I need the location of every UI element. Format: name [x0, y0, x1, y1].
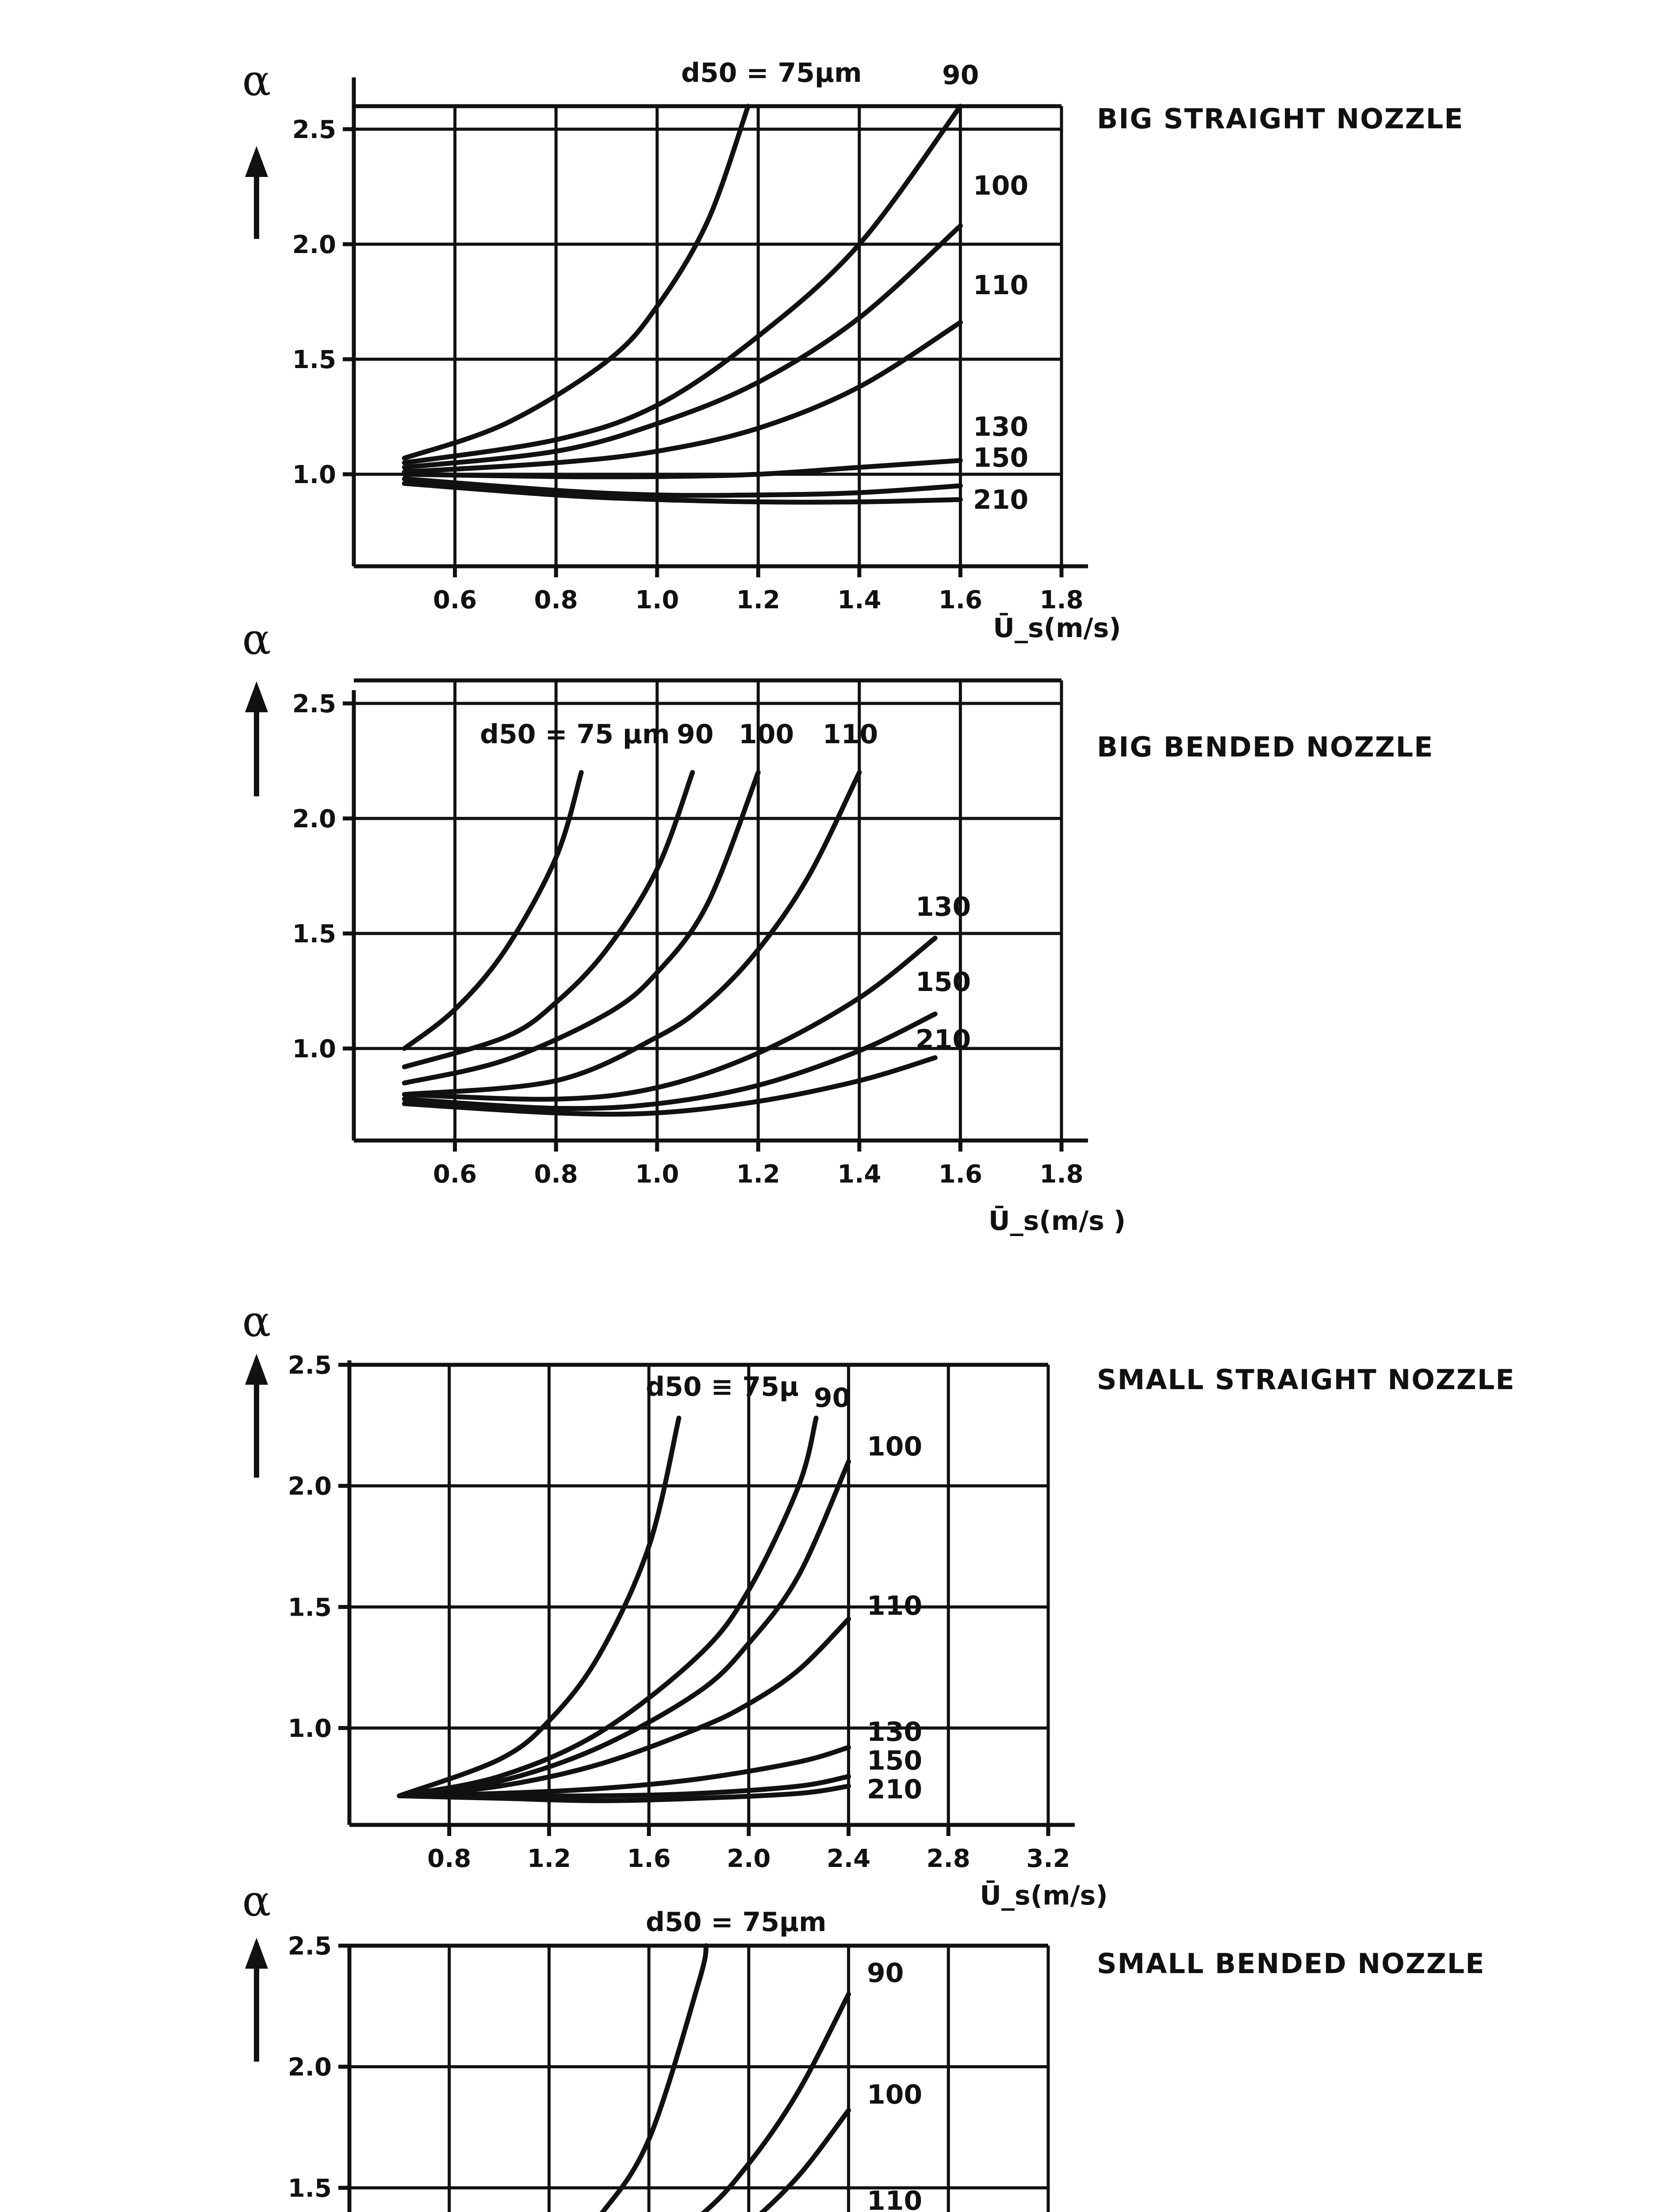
- chart-title: SMALL STRAIGHT NOZZLE: [1097, 1363, 1515, 1396]
- series-label-150: 150: [973, 442, 1029, 473]
- series-label-75: d50 = 75μm: [681, 58, 862, 88]
- series-label-100: 100: [739, 719, 794, 750]
- series-label-210: 210: [916, 1024, 971, 1055]
- series-curves: [404, 772, 935, 1114]
- x-tick-label: 0.8: [534, 1160, 578, 1189]
- y-arrow-head: [245, 681, 268, 712]
- y-tick-label: 1.0: [287, 1714, 332, 1743]
- series-label-210: 210: [973, 484, 1029, 515]
- series-line-90: [404, 772, 692, 1067]
- series-label-100: 100: [973, 170, 1029, 201]
- y-axis-label: α: [242, 1876, 271, 1926]
- series-label-150: 150: [916, 967, 971, 998]
- y-tick-label: 2.0: [287, 2053, 332, 2082]
- chart-title: BIG STRAIGHT NOZZLE: [1097, 103, 1464, 135]
- chart-title: BIG BENDED NOZZLE: [1097, 731, 1434, 763]
- x-tick-label: 0.8: [427, 1844, 471, 1873]
- y-tick-label: 2.5: [292, 115, 336, 144]
- y-axis-label: α: [242, 1297, 271, 1346]
- x-tick-label: 1.6: [938, 1160, 983, 1189]
- series-label-90: 90: [942, 60, 979, 91]
- series-label-90: 90: [677, 719, 714, 750]
- y-arrow-head: [245, 1354, 268, 1385]
- x-axis-label: Ū_s(m/s): [993, 613, 1121, 644]
- y-axis-label: α: [242, 56, 271, 105]
- series-line-150: [404, 479, 960, 495]
- series-label-110: 110: [867, 2185, 923, 2212]
- series-curves: [399, 1418, 849, 1801]
- y-tick-label: 2.5: [287, 1932, 332, 1961]
- x-tick-label: 1.0: [635, 586, 679, 614]
- y-tick-label: 2.0: [292, 230, 336, 259]
- chart-title: SMALL BENDED NOZZLE: [1097, 1947, 1485, 1980]
- y-arrow-head: [245, 146, 268, 177]
- series-label-75: d50 ≡ 75μ: [646, 1371, 799, 1402]
- x-tick-label: 0.8: [534, 586, 578, 614]
- series-label-100: 100: [867, 1431, 923, 1462]
- x-tick-label: 0.6: [433, 1160, 477, 1189]
- x-tick-label: 2.0: [727, 1844, 771, 1873]
- y-tick-label: 1.0: [292, 461, 336, 489]
- series-line-100: [399, 2110, 849, 2212]
- grid: [349, 1365, 1048, 1825]
- y-tick-label: 1.5: [287, 2174, 332, 2203]
- y-tick-label: 2.0: [287, 1472, 332, 1501]
- x-tick-label: 2.4: [826, 1844, 871, 1873]
- x-axis-label: Ū_s(m/s ): [988, 1206, 1126, 1237]
- x-tick-label: 1.8: [1039, 586, 1084, 614]
- x-tick-label: 1.2: [527, 1844, 571, 1873]
- series-line-110: [399, 1619, 849, 1796]
- series-label-110: 110: [973, 270, 1029, 301]
- series-line-90: [399, 1994, 849, 2212]
- chart-small-straight: [242, 1297, 1515, 1911]
- x-tick-label: 1.2: [736, 586, 780, 614]
- x-tick-label: 0.6: [433, 586, 477, 614]
- x-tick-label: 1.2: [736, 1160, 780, 1189]
- x-tick-label: 1.6: [627, 1844, 671, 1873]
- x-tick-label: 1.4: [837, 586, 881, 614]
- y-tick-label: 2.0: [292, 805, 336, 833]
- series-label-210: 210: [867, 1774, 923, 1805]
- series-label-130: 130: [867, 1717, 923, 1747]
- series-label-75: d50 = 75μm: [646, 1907, 827, 1938]
- y-tick-label: 1.0: [292, 1035, 336, 1064]
- x-tick-label: 2.8: [926, 1844, 970, 1873]
- series-label-130: 130: [916, 891, 971, 922]
- y-tick-label: 1.5: [287, 1593, 332, 1622]
- chart-small-bended: [242, 1876, 1485, 2212]
- series-line-100: [399, 1462, 849, 1796]
- series-curves: [399, 1946, 849, 2212]
- x-tick-label: 1.0: [635, 1160, 679, 1189]
- x-tick-label: 1.6: [938, 586, 983, 614]
- y-axis-label: α: [242, 614, 271, 664]
- chart-big-straight: [242, 56, 1464, 644]
- chart-big-bended: [242, 614, 1434, 1237]
- x-tick-label: 1.8: [1039, 1160, 1084, 1189]
- series-label-100: 100: [867, 2079, 923, 2110]
- x-axis-label: Ū_s(m/s): [980, 1880, 1108, 1911]
- y-tick-label: 1.5: [292, 346, 336, 374]
- y-tick-label: 2.5: [292, 690, 336, 718]
- x-tick-label: 1.4: [837, 1160, 881, 1189]
- series-line-75: [399, 1946, 706, 2212]
- series-label-110: 110: [867, 1590, 923, 1621]
- x-tick-label: 3.2: [1026, 1844, 1070, 1873]
- series-label-90: 90: [814, 1382, 851, 1413]
- series-curves: [404, 106, 960, 502]
- y-tick-label: 2.5: [287, 1351, 332, 1380]
- series-label-130: 130: [973, 411, 1029, 442]
- y-tick-label: 1.5: [292, 920, 336, 949]
- series-label-75: d50 = 75 μm: [480, 719, 670, 750]
- series-line-90: [404, 106, 960, 463]
- y-arrow-head: [245, 1938, 268, 1969]
- series-label-110: 110: [823, 719, 878, 750]
- series-label-90: 90: [867, 1958, 904, 1989]
- series-label-150: 150: [867, 1745, 923, 1776]
